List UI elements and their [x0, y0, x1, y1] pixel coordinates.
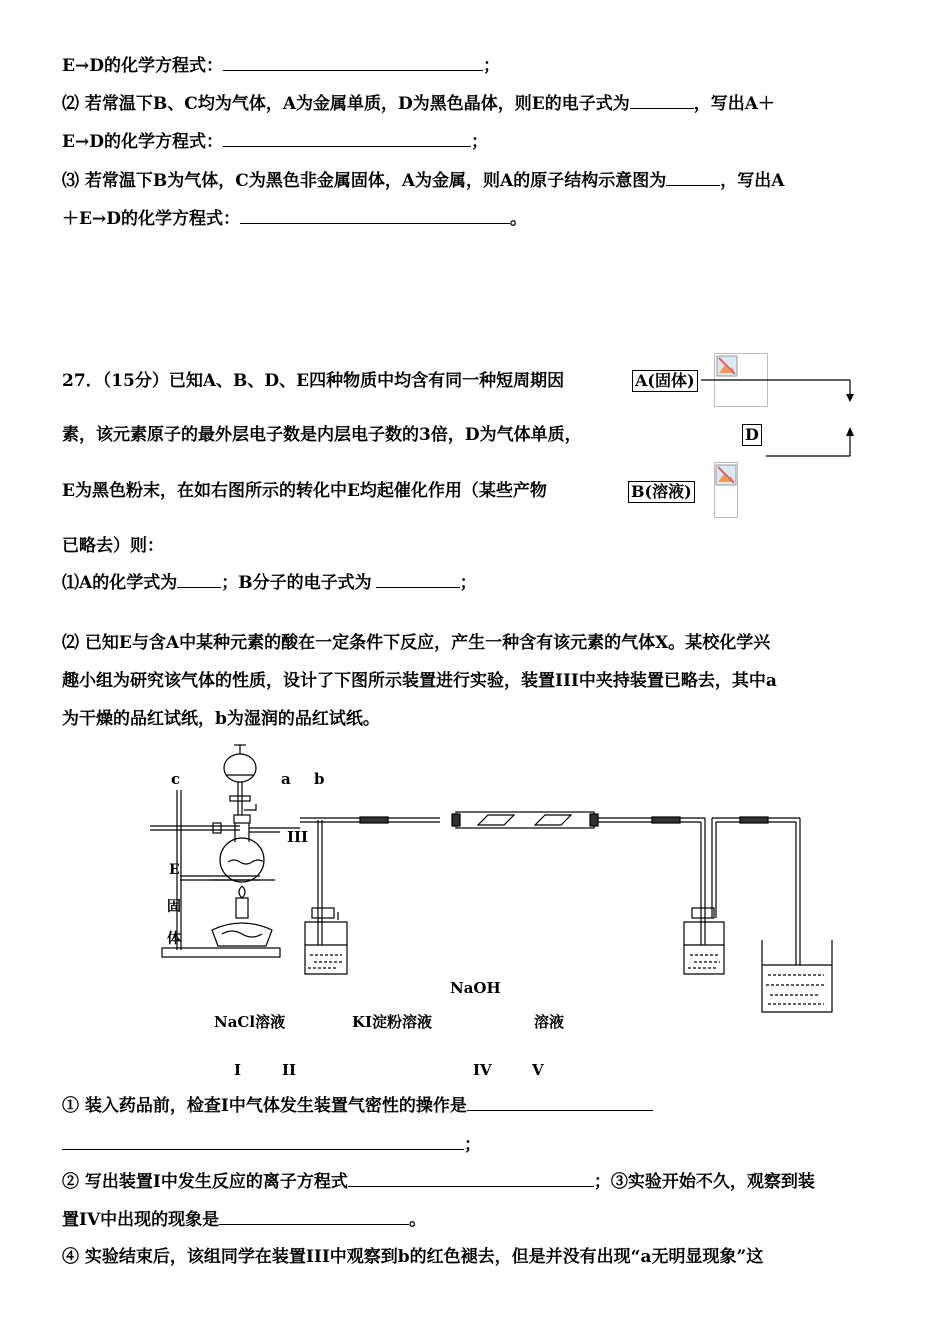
part-2-line-3: 为干燥的品红试纸，b为湿润的品红试纸。 [62, 709, 380, 729]
box-label: D [745, 425, 759, 444]
label-ki-starch-solution: KI淀粉溶液 [352, 1013, 433, 1031]
label-iii: III [287, 828, 309, 846]
text: ② 写出装置I中发生反应的离子方程式 [62, 1172, 348, 1192]
part-2-line-1: ⑵ 已知E与含A中某种元素的酸在一定条件下反应，产生一种含有该元素的气体X。某校化学兴 [62, 633, 771, 653]
sub-q3-line [62, 1208, 426, 1231]
text: ，写出A＋ [693, 94, 775, 114]
box-label: B(溶液) [631, 482, 692, 501]
label-ti: 体 [167, 931, 181, 947]
sub-q1-line-2 [62, 1133, 481, 1156]
label-nacl-solution: NaCl溶液 [214, 1013, 286, 1031]
answer-blank[interactable] [467, 1094, 653, 1111]
sub-q2-line [62, 1170, 815, 1193]
text: ； [464, 1135, 481, 1155]
answer-blank[interactable] [62, 1133, 464, 1150]
text: ； [459, 573, 477, 593]
text: ⑴A的化学式为 [62, 573, 178, 593]
text: ＋E→D的化学方程式： [62, 209, 240, 229]
text: ，写出A [720, 171, 785, 191]
text: ；B分子的电子式为 [221, 573, 372, 593]
q27-line-3: E为黑色粉末，在如右图所示的转化中E均起催化作用（某些产物 [62, 481, 547, 501]
text: ；③实验开始不久，观察到装 [593, 1172, 815, 1192]
text: ① 装入药品前，检查I中气体发生装置气密性的操作是 [62, 1096, 467, 1116]
label-ii: II [282, 1061, 297, 1079]
text: ⑵ 若常温下B、C均为气体，A为金属单质，D为黑色晶体，则E的电子式为 [62, 94, 630, 114]
label-i: I [234, 1061, 242, 1079]
answer-blank[interactable] [348, 1170, 594, 1187]
text: 。 [409, 1210, 427, 1230]
label-solution: 溶液 [534, 1013, 565, 1031]
label-naoh: NaOH [450, 979, 501, 997]
text: 置IV中出现的现象是 [62, 1210, 220, 1230]
box-label: A(固体) [635, 371, 695, 390]
text: ； [482, 56, 500, 76]
text: ⑶ 若常温下B为气体，C为黑色非金属固体，A为金属，则A的原子结构示意图为 [62, 171, 667, 191]
q27-line-2: 素，该元素原子的最外层电子数是内层电子数的3倍，D为气体单质， [62, 425, 582, 445]
q27-line-4: 已略去）则： [62, 536, 164, 556]
q27-line-1: 27．（15分）已知A、B、D、E四种物质中均含有同一种短周期因 [62, 371, 565, 391]
label-v: V [532, 1061, 544, 1079]
label-a: a [281, 770, 291, 788]
label-gu: 固 [167, 899, 181, 915]
label-c: c [171, 770, 181, 788]
label-iv: IV [473, 1061, 492, 1079]
label-e-side: E [169, 862, 180, 878]
text: E→D的化学方程式： [62, 56, 223, 76]
text: 。 [509, 209, 527, 229]
label-b: b [314, 770, 325, 788]
answer-blank[interactable] [219, 1208, 409, 1225]
sub-q1-line-1 [62, 1094, 653, 1117]
sub-q4-line: ④ 实验结束后，该组同学在装置III中观察到b的红色褪去，但是并没有出现“a无明显现象”这 [62, 1247, 764, 1267]
text: E→D的化学方程式： [62, 132, 223, 152]
part-2-line-2: 趣小组为研究该气体的性质，设计了下图所示装置进行实验，装置III中夹持装置已略去，其中a [62, 671, 777, 691]
text: ； [470, 132, 488, 152]
